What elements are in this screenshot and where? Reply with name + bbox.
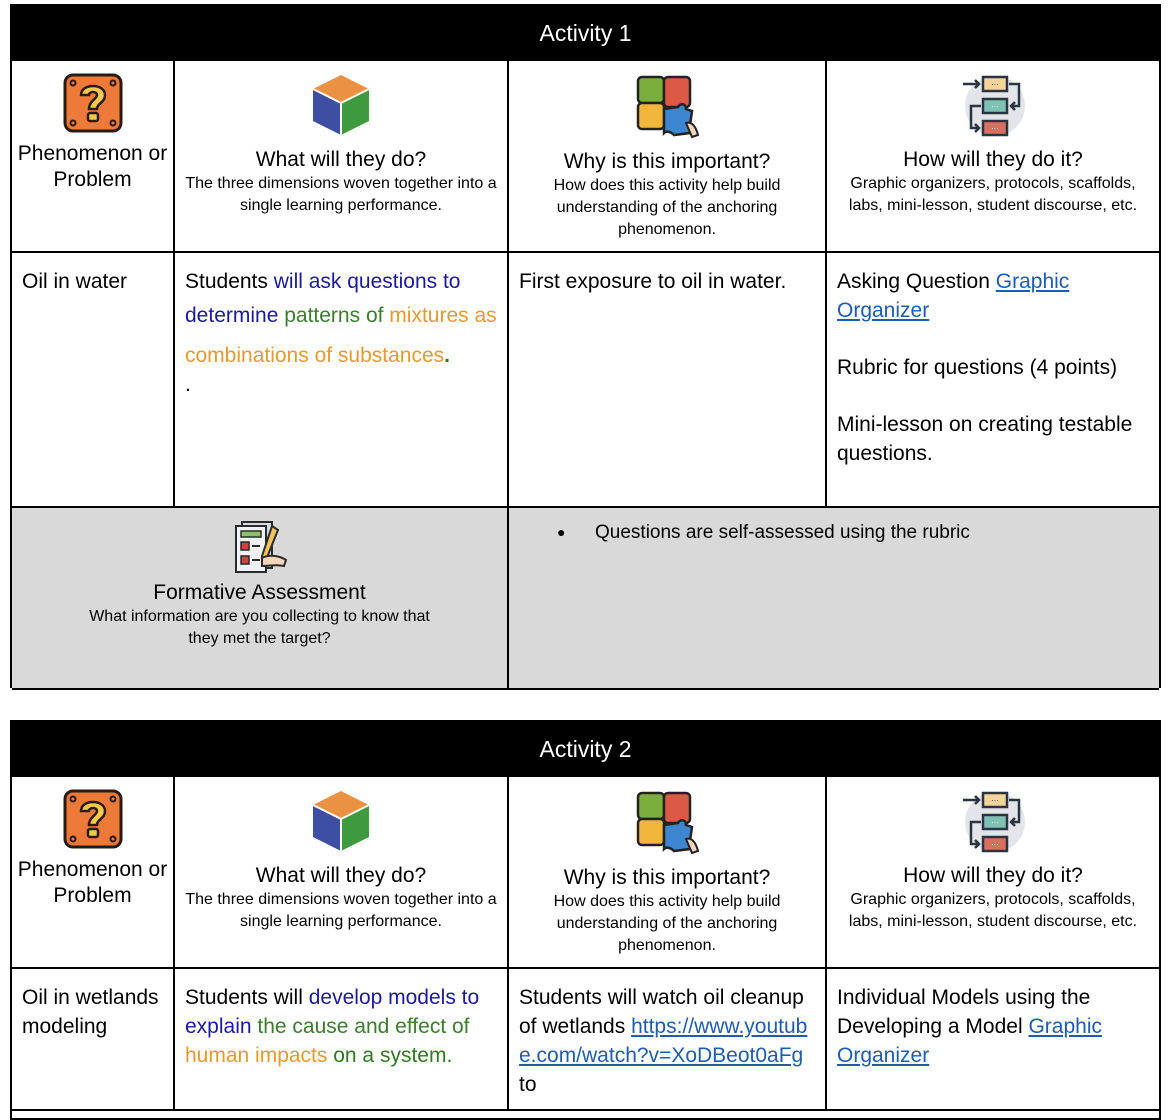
header-why: [508, 61, 826, 252]
assessment-header-cell: [12, 507, 508, 689]
checklist-icon: [232, 520, 288, 574]
header-what-title: What will they do?: [255, 864, 427, 887]
why-cell: [508, 968, 826, 1110]
header-how-title: How will they do it?: [903, 864, 1083, 887]
header-how-title: How will they do it?: [903, 148, 1083, 171]
header-what-subtitle: The three dimensions woven together into a single learning performance.: [185, 891, 497, 930]
youtube-link[interactable]: https://www.youtube.com/watch?v=XoDBeot0aFg: [519, 1015, 808, 1067]
how-cell: [826, 252, 1159, 507]
question-block-icon: [63, 73, 123, 133]
svg-text:···: ···: [991, 840, 999, 849]
cube-icon: [311, 789, 371, 853]
how-paragraph-2: Rubric for questions (4 points): [837, 356, 1118, 379]
activity-title: Activity 1: [12, 6, 1159, 61]
assessment-title: Formative Assessment: [153, 581, 366, 604]
flowchart-icon: [959, 789, 1027, 855]
header-what-title: What will they do?: [255, 148, 427, 171]
svg-text:···: ···: [991, 818, 999, 827]
header-what: [174, 777, 508, 968]
how-paragraph-3: Mini-lesson on creating testable questions.: [837, 413, 1133, 465]
header-how: [826, 61, 1159, 252]
header-what: [174, 61, 508, 252]
how-text: Individual Models using the Developing a Model: [837, 986, 1091, 1038]
activity-1-table: [10, 4, 1161, 688]
svg-text:···: ···: [991, 124, 999, 133]
assessment-item: ● Questions are self-assessed using the rubric: [557, 522, 1159, 544]
assessment-content-cell: [508, 507, 1159, 689]
puzzle-icon: [634, 789, 700, 855]
what-core-idea: mixtures as combinations of substances: [185, 304, 497, 367]
header-phenomenon-title: Phenomenon or Problem: [17, 142, 168, 191]
phenomenon-cell: Oil in wetlands modeling: [12, 968, 174, 1110]
what-crosscutting: the cause and effect of: [251, 1015, 470, 1038]
assessment-list: [509, 508, 1159, 544]
what-cell: [174, 968, 508, 1110]
why-cell: First exposure to oil in water.: [508, 252, 826, 507]
header-why-subtitle: How does this activity help build understanding of the anchoring phenomenon.: [553, 893, 781, 954]
what-system: on a system.: [327, 1044, 453, 1067]
what-period: .: [444, 344, 450, 367]
header-phenomenon-title: Phenomenon or Problem: [17, 858, 168, 907]
phenomenon-cell: Oil in water: [12, 252, 174, 507]
what-cell: [174, 252, 508, 507]
activity-title: Activity 2: [12, 722, 1159, 777]
question-block-icon: [63, 789, 123, 849]
activity-2-table: [10, 720, 1161, 1120]
header-how: [826, 777, 1159, 968]
header-phenomenon: [12, 61, 174, 252]
svg-text:···: ···: [991, 80, 999, 89]
what-trailing-period: .: [185, 373, 191, 396]
cube-icon: [311, 73, 371, 137]
why-text: Students will watch oil cleanup of wetlands: [519, 986, 804, 1038]
what-practice: develop models to explain: [185, 986, 480, 1038]
svg-text:···: ···: [991, 796, 999, 805]
graphic-organizer-link[interactable]: Graphic Organizer: [837, 270, 1070, 322]
graphic-organizer-link[interactable]: Graphic Organizer: [837, 1015, 1102, 1067]
header-row: [12, 777, 1159, 968]
header-why: [508, 777, 826, 968]
flowchart-icon: [959, 73, 1027, 139]
puzzle-icon: [634, 73, 700, 139]
what-core-idea: human impacts: [185, 1044, 328, 1067]
header-why-subtitle: How does this activity help build understanding of the anchoring phenomenon.: [553, 177, 781, 238]
activity-row: [12, 252, 1159, 507]
how-cell: [826, 968, 1159, 1110]
assessment-row: [12, 507, 1159, 689]
header-what-subtitle: The three dimensions woven together into a single learning performance.: [185, 175, 497, 214]
header-how-subtitle: Graphic organizers, protocols, scaffolds, labs, mini-lesson, student discourse, etc.: [848, 175, 1138, 214]
assessment-subtitle: What information are you collecting to know that they met the target?: [89, 608, 430, 647]
header-why-title: Why is this important?: [563, 866, 771, 889]
header-how-subtitle: Graphic organizers, protocols, scaffolds, labs, mini-lesson, student discourse, etc.: [848, 891, 1138, 930]
svg-text:···: ···: [991, 102, 999, 111]
what-text-part1: Students will: [185, 986, 309, 1009]
header-phenomenon: [12, 777, 174, 968]
header-row: [12, 61, 1159, 252]
how-paragraph-1: [837, 267, 1149, 325]
why-text-2: to: [519, 1073, 537, 1096]
activity-row: [12, 968, 1159, 1110]
what-text-part1: Students: [185, 270, 274, 293]
what-crosscutting: patterns of: [278, 304, 390, 327]
how-text: Asking Question: [837, 270, 996, 293]
header-why-title: Why is this important?: [563, 150, 771, 173]
what-practice: will ask questions to determine: [185, 270, 461, 327]
